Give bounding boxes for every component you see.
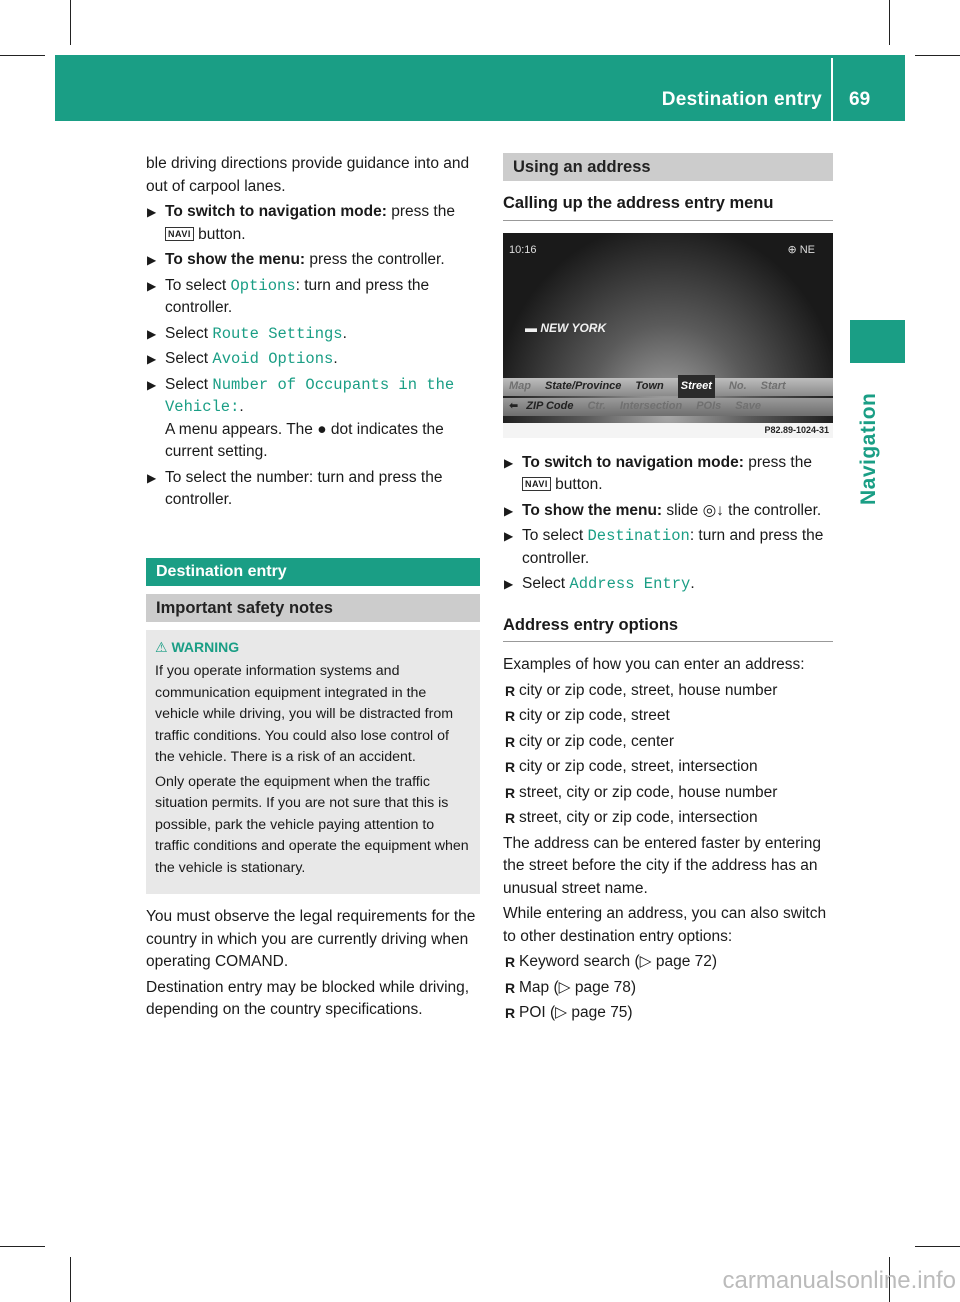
list-item: [503, 705, 833, 728]
list-item: [503, 951, 833, 974]
menu-item-destination: Destination: [587, 527, 690, 545]
link-label: Map (: [519, 978, 559, 996]
list-item: [503, 1002, 833, 1025]
left-column: [146, 153, 480, 1025]
page-title: Destination entry: [661, 89, 822, 110]
menu-bar-bottom: [503, 398, 833, 416]
bullet-icon: R: [505, 708, 516, 724]
warning-box: [146, 630, 480, 895]
warning-title: [155, 637, 472, 659]
list-item-text: street, city or zip code, house number: [519, 783, 778, 801]
step: [503, 573, 833, 596]
body-text: Destination entry may be blocked while driving, depending on the country specifications.: [146, 978, 470, 1018]
step-text: : turn and press the controller.: [522, 527, 824, 567]
list-item: [503, 782, 833, 805]
step: [146, 275, 480, 320]
page-ref-link[interactable]: page 75): [567, 1004, 633, 1021]
step: [146, 374, 480, 464]
step-text: To select: [522, 527, 588, 544]
radio-dot-icon: ●: [317, 420, 327, 438]
link-label: Keyword search (: [519, 953, 640, 970]
page-ref-link[interactable]: page 72): [651, 953, 718, 970]
menu-bar-top: [503, 378, 833, 396]
menu-street: Street: [678, 375, 715, 398]
step-arrow-icon: ▶: [147, 278, 157, 293]
menu-start: Start: [760, 380, 786, 393]
step: [146, 323, 480, 346]
bullet-icon: R: [505, 733, 516, 750]
step-arrow-icon: ▶: [147, 470, 157, 485]
navi-key-icon: NAVI: [165, 227, 194, 241]
step-arrow-icon: ▶: [504, 529, 514, 543]
list-item-text: city or zip code, center: [519, 732, 675, 750]
step-arrow-icon: ▶: [504, 577, 514, 591]
section-heading: Using an address: [503, 153, 833, 181]
bullet-icon: R: [505, 810, 516, 826]
step-arrow-icon: ▶: [147, 326, 157, 341]
menu-save: Save: [735, 400, 761, 413]
step-bold: To switch to navigation mode:: [165, 203, 387, 220]
city-name: NEW YORK: [540, 320, 607, 335]
step-arrow-icon: ▶: [504, 455, 514, 470]
body-text: While entering an address, you can also switch to other destination entry options:: [503, 905, 827, 945]
step-text: .: [690, 575, 695, 592]
step: [146, 467, 480, 512]
bullet-icon: R: [505, 682, 516, 699]
step-text: button.: [193, 225, 246, 243]
bullet-icon: R: [505, 954, 516, 970]
step-text: To select: [165, 276, 231, 294]
body-text: Examples of how you can enter an address:: [503, 656, 805, 673]
subsection-heading: Important safety notes: [146, 594, 480, 622]
step-text: Select: [522, 575, 570, 592]
note-text: A menu appears. The: [165, 420, 318, 438]
step-text: press the controller.: [305, 251, 445, 268]
step-bold: To show the menu:: [522, 501, 663, 519]
crop-mark: [70, 0, 71, 45]
page-ref-arrow-icon: ▷: [558, 978, 571, 996]
step-text: .: [239, 398, 244, 415]
header-divider: [831, 58, 833, 121]
step: [503, 525, 833, 570]
link-label: POI (: [519, 1004, 556, 1021]
menu-item-address-entry: Address Entry: [569, 575, 691, 593]
list-item-text: street, city or zip code, intersection: [519, 809, 758, 826]
list-item-text: city or zip code, street, intersection: [519, 758, 758, 775]
step-text: slide ◎↓ the controller.: [662, 501, 822, 519]
crop-mark: [0, 1246, 45, 1247]
step-bold: To switch to navigation mode:: [522, 453, 744, 471]
page-ref-arrow-icon: ▷: [639, 953, 652, 970]
step-text: .: [342, 324, 347, 342]
menu-item-options: Options: [230, 276, 296, 295]
display-screenshot: [503, 233, 833, 438]
menu-map: Map: [509, 380, 531, 393]
chapter-label: Navigation: [857, 392, 880, 505]
page-ref-arrow-icon: ▷: [555, 1004, 568, 1021]
note-text: dot indicates the current setting.: [165, 420, 444, 460]
menu-number: No.: [728, 380, 747, 393]
intro-text: ble driving directions provide guidance into and out of carpool lanes.: [146, 155, 470, 195]
compass-heading: NE: [799, 243, 815, 256]
back-icon: ⬅: [509, 400, 519, 413]
list-item: [503, 731, 833, 754]
body-text: The address can be entered faster by entering the street before the city if the address has an unusual street name.: [503, 834, 821, 897]
step: [503, 500, 833, 523]
crop-mark: [889, 0, 890, 45]
step-text: : turn and press the controller.: [165, 276, 430, 316]
step-arrow-icon: ▶: [147, 253, 157, 267]
warning-text: If you operate information systems and communication equipment integrated in the vehicle while driving, you will be distracted from traffic conditions. You could also lose control of the vehicle. There is a risk of an accident.: [155, 663, 454, 765]
compass-icon: ⊕ NE: [787, 243, 815, 256]
subsection-heading: Address entry options: [503, 614, 833, 643]
step-text: Select: [165, 375, 213, 393]
menu-item-number-of-occupants: Number of Occupants in the Vehicle:: [165, 375, 455, 416]
step-text: To select the number: turn and press the controller.: [165, 468, 443, 508]
step-arrow-icon: ▶: [147, 377, 157, 392]
bullet-icon: R: [505, 784, 516, 801]
page-ref-link[interactable]: page 78): [570, 978, 637, 996]
right-column: [503, 153, 833, 1028]
menu-center: Ctr.: [587, 400, 606, 413]
menu-state-province: State/Province: [545, 380, 622, 393]
step-text: press the: [743, 453, 812, 471]
menu-zip-code: ZIP Code: [526, 400, 574, 413]
step: [503, 452, 833, 497]
step-text: .: [333, 350, 338, 367]
page-number: 69: [849, 89, 871, 110]
step-arrow-icon: ▶: [147, 352, 157, 366]
navi-key-icon: NAVI: [522, 477, 551, 491]
step-text: button.: [550, 476, 603, 493]
step-text: press the: [386, 203, 455, 220]
bullet-icon: R: [505, 759, 516, 775]
image-code: [503, 423, 833, 438]
menu-town: Town: [635, 380, 664, 393]
crop-mark: [915, 55, 960, 56]
watermark: carmanualsonline.info: [722, 1267, 956, 1294]
step-bold: To show the menu:: [165, 251, 306, 268]
menu-item-route-settings: Route Settings: [212, 324, 343, 343]
list-item-text: city or zip code, street, house number: [519, 681, 778, 699]
section-heading: Destination entry: [146, 558, 480, 586]
warning-icon: ⚠: [155, 638, 168, 655]
list-item: [503, 807, 833, 830]
body-text: You must observe the legal requirements for the country in which you are currently driving when operating COMAND.: [146, 908, 476, 970]
step-text: Select: [165, 324, 213, 342]
step-text: Select: [165, 350, 213, 367]
menu-intersection: Intersection: [619, 400, 683, 413]
list-item: [503, 977, 833, 1000]
bullet-icon: R: [505, 1005, 516, 1021]
clock: 10:16: [509, 243, 537, 256]
crop-mark: [0, 55, 45, 56]
warning-text: Only operate the equipment when the traffic situation permits. If you are not sure that this is possible, park the vehicle paying attention to traffic conditions and operate the equipment when the vehicle is stationary.: [155, 773, 469, 876]
menu-item-avoid-options: Avoid Options: [212, 350, 334, 368]
warning-title-text: WARNING: [171, 638, 240, 655]
step: [146, 249, 480, 272]
step: [146, 201, 480, 246]
image-code-text: P82.89-1024-31: [764, 424, 829, 435]
list-item: [503, 680, 833, 703]
crop-mark: [915, 1246, 960, 1247]
subsection-heading: Calling up the address entry menu: [503, 192, 833, 221]
current-city: ▬ NEW YORK: [525, 320, 607, 335]
list-item: [503, 756, 833, 779]
menu-pois: POIs: [696, 400, 722, 413]
step: [146, 348, 480, 371]
list-item-text: city or zip code, street: [519, 707, 670, 724]
step-arrow-icon: ▶: [504, 503, 514, 518]
step-arrow-icon: ▶: [147, 205, 157, 219]
bullet-icon: R: [505, 979, 516, 996]
crop-mark: [70, 1257, 71, 1302]
